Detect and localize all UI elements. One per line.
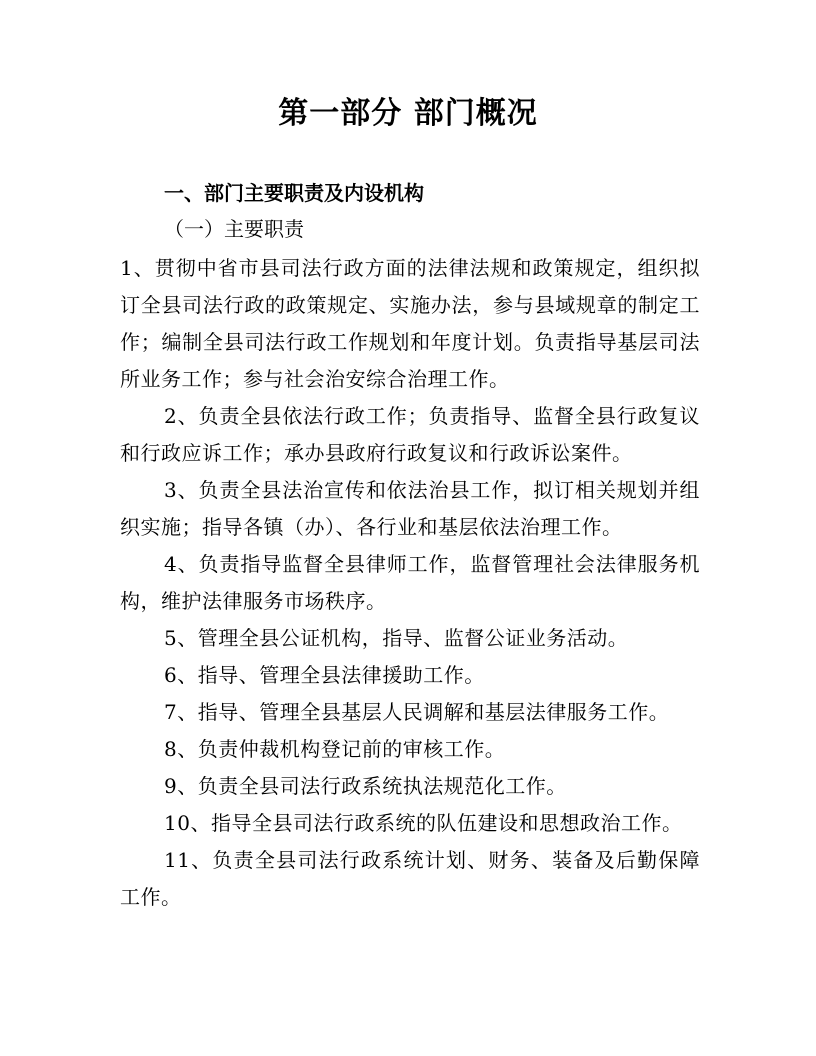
duty-item-9: 9、负责全县司法行政系统执法规范化工作。 bbox=[164, 774, 567, 798]
duty-item-2: 2、负责全县依法行政工作；负责指导、监督全县行政复议和行政应诉工作；承办县政府行政复议和行政诉讼案件。 bbox=[120, 404, 700, 465]
section-heading: 一、部门主要职责及内设机构 bbox=[164, 181, 424, 205]
duty-item-6: 6、指导、管理全县法律援助工作。 bbox=[164, 663, 485, 687]
sub-heading: （一）主要职责 bbox=[164, 217, 304, 241]
duty-item-5: 5、管理全县公证机构，指导、监督公证业务活动。 bbox=[164, 626, 629, 650]
duty-item-10: 10、指导全县司法行政系统的队伍建设和思想政治工作。 bbox=[164, 811, 683, 835]
page-title: 第一部分 部门概况 bbox=[278, 96, 538, 131]
duty-item-8: 8、负责仲裁机构登记前的审核工作。 bbox=[164, 737, 506, 761]
duty-item-1: 1、贯彻中省市县司法行政方面的法律法规和政策规定，组织拟订全县司法行政的政策规定、实施办法，参与县域规章的制定工作；编制全县司法行政工作规划和年度计划。负责指导基层司法所业务工作；参与社会治安综合治理工作。 bbox=[120, 256, 700, 391]
document-body bbox=[120, 250, 700, 916]
duty-item-3: 3、负责全县法治宣传和依法治县工作，拟订相关规划并组织实施；指导各镇（办）、各行业和基层依法治理工作。 bbox=[120, 478, 700, 539]
duty-item-7: 7、指导、管理全县基层人民调解和基层法律服务工作。 bbox=[164, 700, 670, 724]
duty-item-11: 11、负责全县司法行政系统计划、财务、装备及后勤保障工作。 bbox=[120, 848, 700, 909]
duty-item-4: 4、负责指导监督全县律师工作，监督管理社会法律服务机构，维护法律服务市场秩序。 bbox=[120, 552, 700, 613]
